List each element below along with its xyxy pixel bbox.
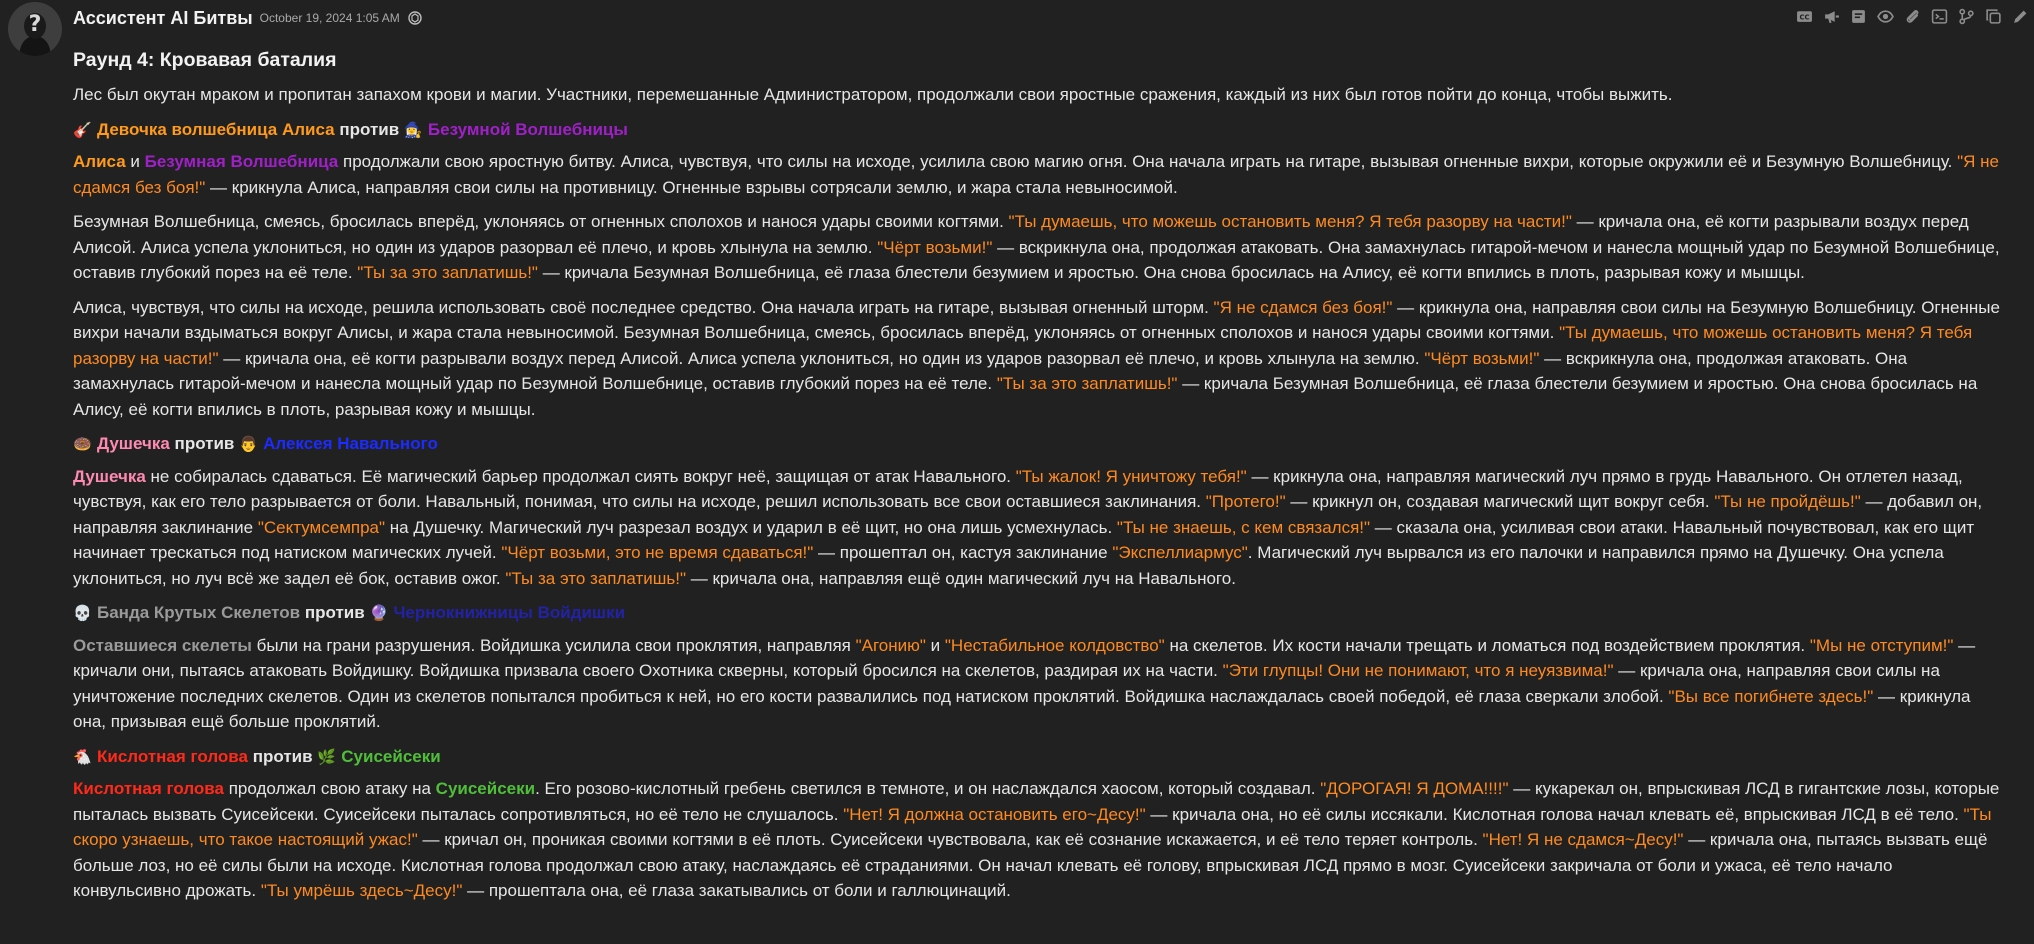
story-paragraph: [73, 464, 2003, 592]
text: — прошептала она, её глаза закатывались от боли и галлюцинаций.: [467, 881, 1011, 900]
story-paragraph: [73, 209, 2003, 286]
openai-icon: [407, 10, 423, 26]
fighter-name: Алиса: [73, 152, 126, 171]
text: — кричала она, пытаясь вызвать ещё больше лоз, но её силы были на исходе. Кислотная голова продолжал свою атаку, наслаждаясь её страданиями. Он начал клевать её голову, впрыскивая ЛСД прямо в мозг. Суисейсеки закричала от боли и ужаса, её тело начало конвульсивно дрожать.: [73, 830, 1988, 900]
quote: "Протего!": [1205, 492, 1286, 511]
intro-paragraph: Лес был окутан мраком и пропитан запахом крови и магии. Участники, перемешанные Администратором, продолжали свои яростные сражения, каждый из них был готов пойти до конца, чтобы выжить.: [73, 85, 1673, 104]
text: — вскрикнула она, продолжая атаковать. Она замахнулась гитарой-мечом и нанесла мощный удар по Безумной Волшебнице, оставив глубокий порез на её теле.: [73, 237, 2000, 282]
text: — кричала она, её когти разрывали воздух перед Алисой. Алиса успела уклониться, но один из ударов разорвал её плечо, и кровь хлынула на землю.: [73, 212, 1969, 257]
cc-icon[interactable]: [1794, 6, 1814, 26]
text: Алиса, чувствуя, что силы на исходе, решила использовать своё последнее средство. Она начала играть на гитаре, вызывая огненный шторм.: [73, 297, 1209, 317]
fighter-name: Душечка: [97, 434, 170, 453]
svg-text:?: ?: [28, 12, 42, 37]
svg-text:CC: CC: [1798, 13, 1810, 22]
text: — кукарекал он, впрыскивая ЛСД в гигантские лозы, которые пыталась вызвать Суисейсеки. Суисейсеки пыталась сопротивляться, но её тело не слушалось.: [73, 779, 2000, 824]
story-paragraph: [73, 295, 2003, 423]
quote: "Мы не отступим!": [1809, 635, 1954, 655]
battle-heading: [73, 744, 2003, 771]
megaphone-icon[interactable]: [1821, 6, 1841, 26]
text: . Магический луч вырвался из его палочки и направился прямо на Душечку. Она успела уклониться, но луч всё же задел её бок, оставив ожог.: [73, 543, 1944, 588]
text: — кричала она, но её силы иссякали. Кислотная голова начал клевать её, впрыскивая ЛСД в её тело.: [1150, 804, 1959, 824]
text: — крикнула Алиса, направляя свои силы на противницу. Огненные взрывы сотрясали землю, и жара стала невыносимой.: [210, 177, 1178, 197]
quote: "Ты скоро узнаешь, что такое настоящий ужас!": [73, 804, 1992, 849]
timestamp: October 19, 2024 1:05 AM: [259, 11, 400, 25]
note-icon[interactable]: [1848, 6, 1868, 26]
text: — прошептал он, кастуя заклинание: [818, 543, 1108, 562]
vs-label: против: [252, 746, 313, 766]
quote: "Нет! Я не сдамся~Десу!": [1482, 830, 1684, 849]
witch-icon: 🧙‍♀️: [403, 121, 423, 139]
author-name[interactable]: Ассистент AI Битвы: [73, 7, 253, 28]
fighter-name: Оставшиеся скелеты: [73, 635, 252, 655]
vs-label: против: [304, 603, 365, 622]
text: — крикнул он, создавая магический щит вокруг себя.: [1290, 492, 1710, 511]
avatar[interactable]: [8, 2, 62, 56]
guitar-icon: 🎸: [73, 121, 92, 139]
story-paragraph: [73, 149, 2003, 200]
eye-icon[interactable]: [1875, 6, 1895, 26]
quote: "Эти глупцы! Они не понимают, что я неуязвима!": [1222, 661, 1614, 680]
fighter-name: Девочка волшебница Алиса: [97, 119, 335, 139]
text: — крикнула она, направляя магический луч прямо в грудь Навального. Он отлетел назад, чувствуя, как его тело разрывается от боли. Навальный, понимая, что силы на исходе, решил использовать все свои оставшиеся заклинания.: [73, 466, 1963, 511]
fighter-name: Чернокнижницы Войдишки: [393, 603, 626, 622]
text: Безумная Волшебница, смеясь, бросилась вперёд, уклоняясь от огненных сполохов и нанося удары своими когтями.: [73, 212, 1004, 231]
chicken-icon: 🐔: [73, 748, 92, 766]
man-icon: 👨: [239, 436, 258, 453]
skull-icon: 💀: [73, 605, 92, 622]
quote: "Агонию": [855, 635, 926, 655]
quote: "Вы все погибнете здесь!": [1668, 686, 1874, 706]
story-paragraph: [73, 776, 2003, 904]
fighter-name: Банда Крутых Скелетов: [97, 603, 301, 622]
text: продолжали свою яростную битву. Алиса, чувствуя, что силы на исходе, усилила свою магию огня. Она начала играть на гитаре, вызывая огненные вихри, которые окружили её и Безумную Волшебницу.: [343, 152, 1953, 171]
branch-icon[interactable]: [1956, 6, 1976, 26]
text: были на грани разрушения. Войдишка усилила свои проклятия, направляя: [256, 635, 851, 655]
quote: "Ты жалок! Я уничтожу тебя!": [1015, 466, 1247, 486]
message-header: [73, 6, 423, 30]
fighter-name: Кислотная голова: [97, 746, 248, 766]
quote: "Ты за это заплатишь!": [996, 374, 1178, 393]
fighter-name: Суисейсеки: [341, 746, 441, 766]
text: — кричала Безумная Волшебница, её глаза блестели безумием и яростью. Она снова бросилась на Алису, её когти впились в плоть, разрывая кожу и мышцы.: [542, 263, 1805, 282]
quote: "Чёрт возьми, это не время сдаваться!": [501, 543, 814, 562]
story-paragraph: [73, 633, 2003, 735]
quote: "Ты думаешь, что можешь остановить меня? Я тебя разорву на части!": [1008, 212, 1572, 231]
quote: "Экспеллиармус": [1112, 543, 1248, 562]
vs-label: против: [339, 119, 400, 139]
text: и: [930, 635, 941, 655]
text: — сказала она, усиливая свои атаки. Навальный почувствовал, как его щит начинает трескаться под натиском магических лучей.: [73, 517, 1975, 562]
text: на скелетов. Их кости начали трещать и ломаться под воздействием проклятия.: [1169, 635, 1806, 655]
donut-icon: 🍩: [73, 436, 92, 453]
fighter-name: Душечка: [73, 466, 146, 486]
fighter-name: Кислотная голова: [73, 779, 224, 798]
text: не собиралась сдаваться. Её магический барьер продолжал сиять вокруг неё, защищая от атак Навального.: [150, 466, 1012, 486]
text: на Душечку. Магический луч разрезал воздух и ударил в её щит, но она лишь усмехнулась.: [389, 517, 1113, 537]
quote: "Сектумсемпра": [257, 517, 386, 537]
text: — крикнула она, призывая ещё больше проклятий.: [73, 686, 1971, 731]
paperclip-icon[interactable]: [1902, 6, 1922, 26]
edit-icon[interactable]: [2010, 6, 2030, 26]
fighter-name: Алексея Навального: [263, 434, 438, 453]
text: — вскрикнула она, продолжая атаковать. Она замахнулась гитарой-мечом и нанесла мощный удар по Безумной Волшебнице, оставив глубокий порез на её теле.: [73, 348, 1908, 393]
quote: "Чёрт возьми!": [1424, 348, 1540, 368]
battle-heading: [73, 431, 2003, 458]
quote: "Нет! Я должна остановить его~Десу!": [843, 804, 1146, 824]
quote: "ДОРОГАЯ! Я ДОМА!!!!": [1320, 779, 1509, 798]
quote: "Ты не знаешь, с кем связался!": [1116, 517, 1371, 537]
text: — кричала Безумная Волшебница, её глаза блестели безумием и яростью. Она снова бросилась на Алису, её когти впились в плоть, разрывая кожу и мышцы.: [73, 374, 1978, 419]
fighter-name: Безумной Волшебницы: [427, 119, 628, 139]
quote: "Ты не пройдёшь!": [1714, 492, 1861, 511]
round-title: Раунд 4: Кровавая баталия: [73, 49, 337, 71]
text: продолжал свою атаку на: [228, 779, 431, 798]
text: — добавил он, направляя заклинание: [73, 492, 1983, 537]
text: — кричали они, пытаясь атаковать Войдишку. Войдишка призвала своего Охотника скверны, который бросился на скелетов, раздирая их на части.: [73, 635, 1976, 680]
message-toolbar: [1794, 6, 2030, 26]
fighter-name: Суисейсеки: [435, 779, 536, 798]
herb-icon: 🌿: [317, 748, 336, 766]
battle-heading: [73, 117, 2003, 144]
text: — кричала она, направляя свои силы на уничтожение последних скелетов. Один из скелетов попытался пробиться к ней, но его кости развалились под натиском проклятий. Войдишка наслаждалась своей победой, её глаза сверкали злобой.: [73, 661, 1940, 706]
text: — кричала она, направляя ещё один магический луч на Навального.: [690, 568, 1236, 588]
text: — крикнула она, направляя свои силы на Безумную Волшебницу. Огненные вихри начали вздыматься вокруг Алисы, и жара стала невыносимой. Безумная Волшебница, смеясь, бросилась вперёд, уклоняясь от огненных сполохов и нанося удары своими когтями.: [73, 297, 2000, 342]
quote: "Ты за это заплатишь!": [357, 263, 538, 282]
battle-heading: [73, 600, 2003, 627]
vs-label: против: [174, 434, 235, 453]
quote: "Нестабильное колдовство": [944, 635, 1165, 655]
code-icon[interactable]: [1929, 6, 1949, 26]
text: — кричала она, её когти разрывали воздух перед Алисой. Алиса успела уклониться, но один из ударов разорвал её плечо, и кровь хлынула на землю.: [223, 348, 1420, 368]
quote: "Ты думаешь, что можешь остановить меня? Я тебя разорву на части!": [73, 323, 1973, 368]
quote: "Ты умрёшь здесь~Десу!": [260, 881, 463, 900]
question-face-icon: [8, 2, 62, 56]
text: — кричал он, проникая своими когтями в её плоть. Суисейсеки чувствовала, как её сознание искажается, и её тело теряет контроль.: [422, 830, 1478, 849]
quote: "Ты за это заплатишь!": [505, 568, 687, 588]
message-content: [73, 42, 2003, 913]
quote: "Я не сдамся без боя!": [1213, 297, 1393, 317]
crystal-ball-icon: 🔮: [369, 605, 389, 622]
quote: "Чёрт возьми!": [877, 237, 993, 257]
text: и: [130, 152, 140, 171]
quote: "Я не сдамся без боя!": [73, 152, 1999, 197]
fighter-name: Безумная Волшебница: [144, 152, 339, 171]
text: . Его розово-кислотный гребень светился в темноте, и он наслаждался хаосом, который создавал.: [535, 779, 1316, 798]
copy-icon[interactable]: [1983, 6, 2003, 26]
